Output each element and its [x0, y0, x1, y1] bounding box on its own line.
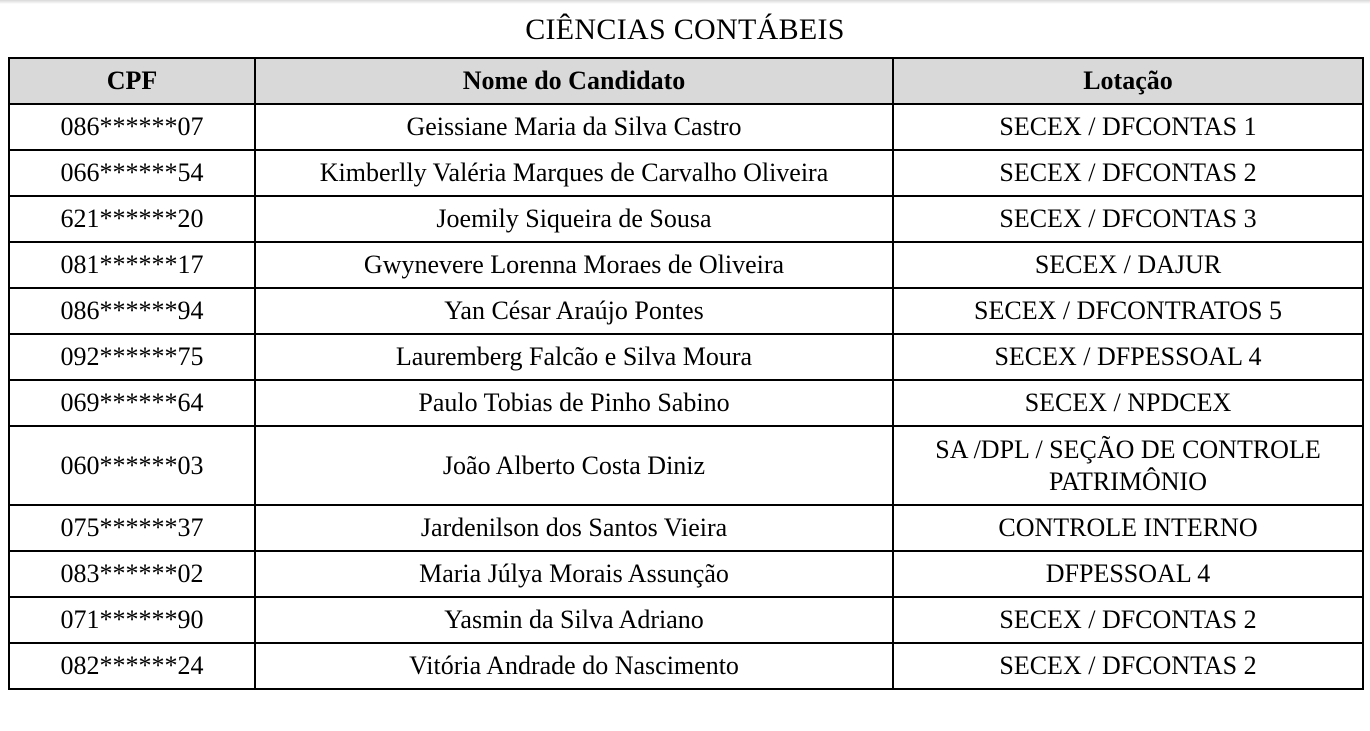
table-row	[9, 150, 1363, 196]
cell-cpf: 060******03	[9, 426, 255, 505]
table-header-row	[9, 58, 1363, 104]
cell-nome: Maria Júlya Morais Assunção	[255, 551, 893, 597]
cell-nome: Yasmin da Silva Adriano	[255, 597, 893, 643]
cell-lotacao: SECEX / DFCONTAS 1	[893, 104, 1363, 150]
cell-cpf: 086******94	[9, 288, 255, 334]
cell-lotacao: SECEX / NPDCEX	[893, 380, 1363, 426]
table-row	[9, 196, 1363, 242]
cell-cpf: 092******75	[9, 334, 255, 380]
table-row	[9, 551, 1363, 597]
window-top-edge	[0, 0, 1370, 4]
candidates-table	[8, 57, 1364, 690]
cell-lotacao: SECEX / DFCONTAS 2	[893, 643, 1363, 689]
cell-lotacao: SECEX / DFCONTAS 2	[893, 150, 1363, 196]
cell-lotacao: SECEX / DFCONTAS 2	[893, 597, 1363, 643]
table-row	[9, 380, 1363, 426]
cell-nome: João Alberto Costa Diniz	[255, 426, 893, 505]
column-header-cpf: CPF	[9, 58, 255, 104]
table-row	[9, 597, 1363, 643]
cell-nome: Kimberlly Valéria Marques de Carvalho Oliveira	[255, 150, 893, 196]
cell-cpf: 081******17	[9, 242, 255, 288]
cell-nome: Gwynevere Lorenna Moraes de Oliveira	[255, 242, 893, 288]
table-row	[9, 242, 1363, 288]
cell-lotacao: SA /DPL / SEÇÃO DE CONTROLE PATRIMÔNIO	[893, 426, 1363, 505]
column-header-nome: Nome do Candidato	[255, 58, 893, 104]
cell-cpf: 086******07	[9, 104, 255, 150]
table-row	[9, 104, 1363, 150]
cell-lotacao: SECEX / DFPESSOAL 4	[893, 334, 1363, 380]
cell-nome: Paulo Tobias de Pinho Sabino	[255, 380, 893, 426]
cell-nome: Geissiane Maria da Silva Castro	[255, 104, 893, 150]
cell-nome: Vitória Andrade do Nascimento	[255, 643, 893, 689]
cell-nome: Lauremberg Falcão e Silva Moura	[255, 334, 893, 380]
table-row	[9, 505, 1363, 551]
cell-nome: Joemily Siqueira de Sousa	[255, 196, 893, 242]
cell-cpf: 075******37	[9, 505, 255, 551]
cell-nome: Yan César Araújo Pontes	[255, 288, 893, 334]
table-row	[9, 643, 1363, 689]
cell-lotacao: DFPESSOAL 4	[893, 551, 1363, 597]
cell-cpf: 066******54	[9, 150, 255, 196]
table-row	[9, 334, 1363, 380]
cell-lotacao: SECEX / DFCONTRATOS 5	[893, 288, 1363, 334]
cell-lotacao: CONTROLE INTERNO	[893, 505, 1363, 551]
cell-cpf: 071******90	[9, 597, 255, 643]
page-title: CIÊNCIAS CONTÁBEIS	[525, 13, 845, 46]
table-row	[9, 288, 1363, 334]
cell-lotacao: SECEX / DFCONTAS 3	[893, 196, 1363, 242]
cell-lotacao: SECEX / DAJUR	[893, 242, 1363, 288]
cell-cpf: 083******02	[9, 551, 255, 597]
cell-cpf: 082******24	[9, 643, 255, 689]
cell-cpf: 069******64	[9, 380, 255, 426]
column-header-lotacao: Lotação	[893, 58, 1363, 104]
cell-nome: Jardenilson dos Santos Vieira	[255, 505, 893, 551]
table-row	[9, 426, 1363, 505]
cell-cpf: 621******20	[9, 196, 255, 242]
